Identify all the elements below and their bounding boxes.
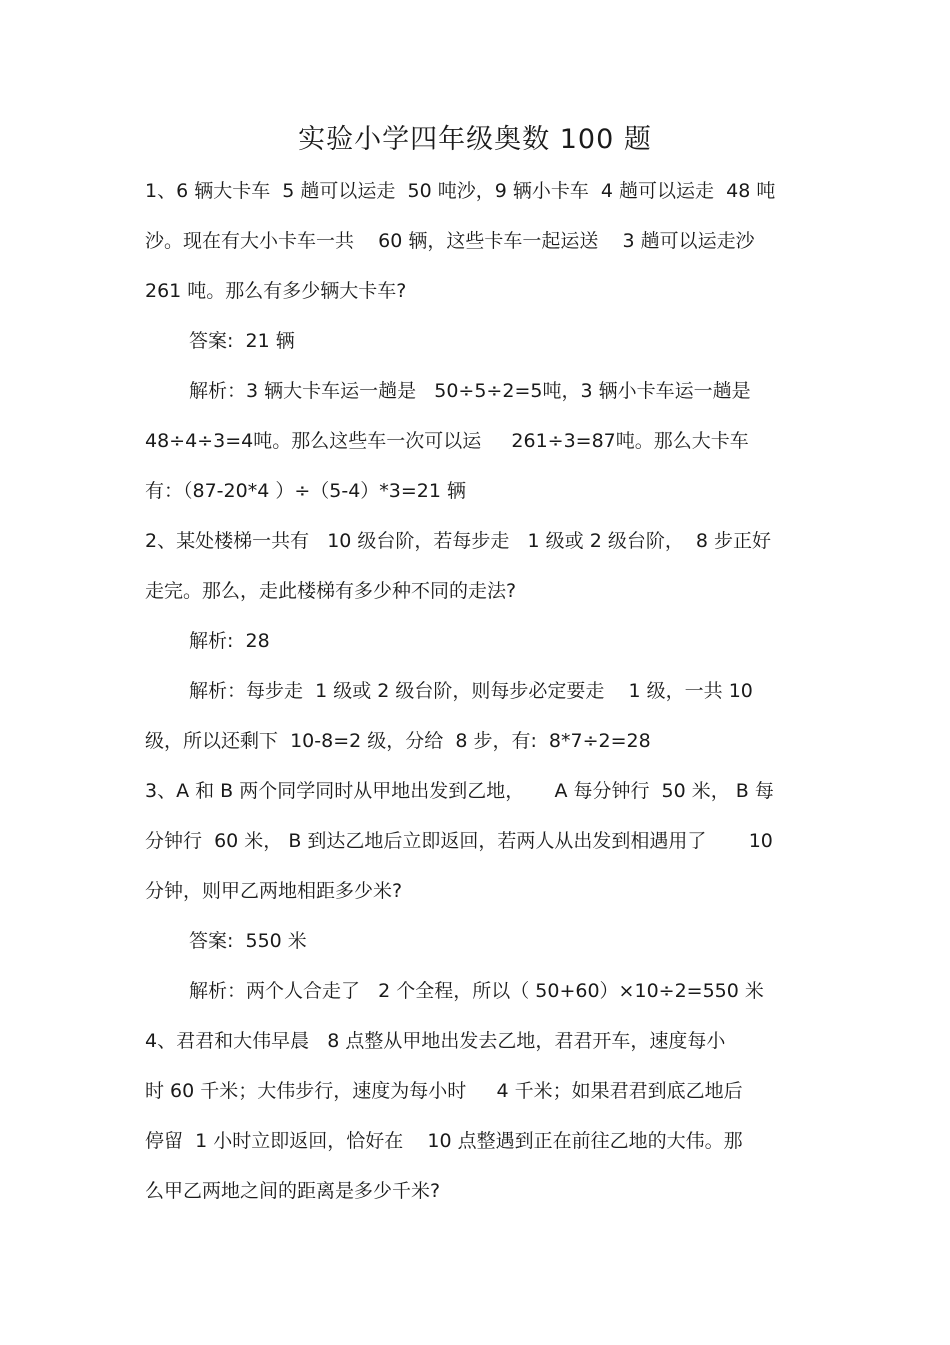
problem-2-analysis-line-2: 级，所以还剩下 10-8=2 级，分给 8 步，有: 8*7÷2=28 — [145, 730, 651, 752]
problem-3-line-3: 分钟，则甲乙两地相距多少米? — [145, 880, 403, 902]
problem-2-line-2: 走完。那么，走此楼梯有多少种不同的走法? — [145, 580, 517, 602]
problem-2-analysis-line-1: 解析：每步走 1 级或 2 级台阶，则每步必定要走 1 级，一共 10 — [189, 680, 753, 702]
problem-4-line-1: 4、君君和大伟早晨 8 点整从甲地出发去乙地，君君开车，速度每小 — [145, 1030, 726, 1052]
problem-4-line-2: 时 60 千米；大伟步行，速度为每小时 4 千米；如果君君到底乙地后 — [145, 1080, 743, 1102]
problem-3-line-1: 3、A 和 B 两个同学同时从甲地出发到乙地， A 每分钟行 50 米， B 每 — [145, 780, 774, 802]
document-title: 实验小学四年级奥数 100 题 — [298, 124, 652, 155]
problem-1-analysis-line-2: 48÷4÷3=4吨。那么这些车一次可以运 261÷3=87吨。那么大卡车 — [145, 430, 749, 452]
problem-4-line-3: 停留 1 小时立即返回，恰好在 10 点整遇到正在前往乙地的大伟。那 — [145, 1130, 743, 1152]
problem-1-line-2: 沙。现在有大小卡车一共 60 辆，这些卡车一起运送 3 趟可以运走沙 — [145, 230, 755, 252]
problem-1-analysis-line-1: 解析：3 辆大卡车运一趟是 50÷5÷2=5吨，3 辆小卡车运一趟是 — [189, 380, 751, 402]
problem-2-answer: 解析: 28 — [189, 630, 270, 652]
problem-1-answer: 答案: 21 辆 — [189, 330, 295, 352]
problem-2-line-1: 2、某处楼梯一共有 10 级台阶，若每步走 1 级或 2 级台阶， 8 步正好 — [145, 530, 772, 552]
problem-4-line-4: 么甲乙两地之间的距离是多少千米? — [145, 1180, 441, 1202]
problem-1-analysis-line-3: 有：（87-20*4 ）÷（5-4）*3=21 辆 — [145, 480, 467, 502]
problem-3-answer: 答案: 550 米 — [189, 930, 307, 952]
problem-1-line-1: 1、6 辆大卡车 5 趟可以运走 50 吨沙，9 辆小卡车 4 趟可以运走 48 吨 — [145, 180, 776, 202]
problem-3-analysis: 解析：两个人合走了 2 个全程，所以（ 50+60）×10÷2=550 米 — [189, 980, 764, 1002]
problem-3-line-2: 分钟行 60 米， B 到达乙地后立即返回，若两人从出发到相遇用了 10 — [145, 830, 773, 852]
problem-1-line-3: 261 吨。那么有多少辆大卡车? — [145, 280, 407, 302]
